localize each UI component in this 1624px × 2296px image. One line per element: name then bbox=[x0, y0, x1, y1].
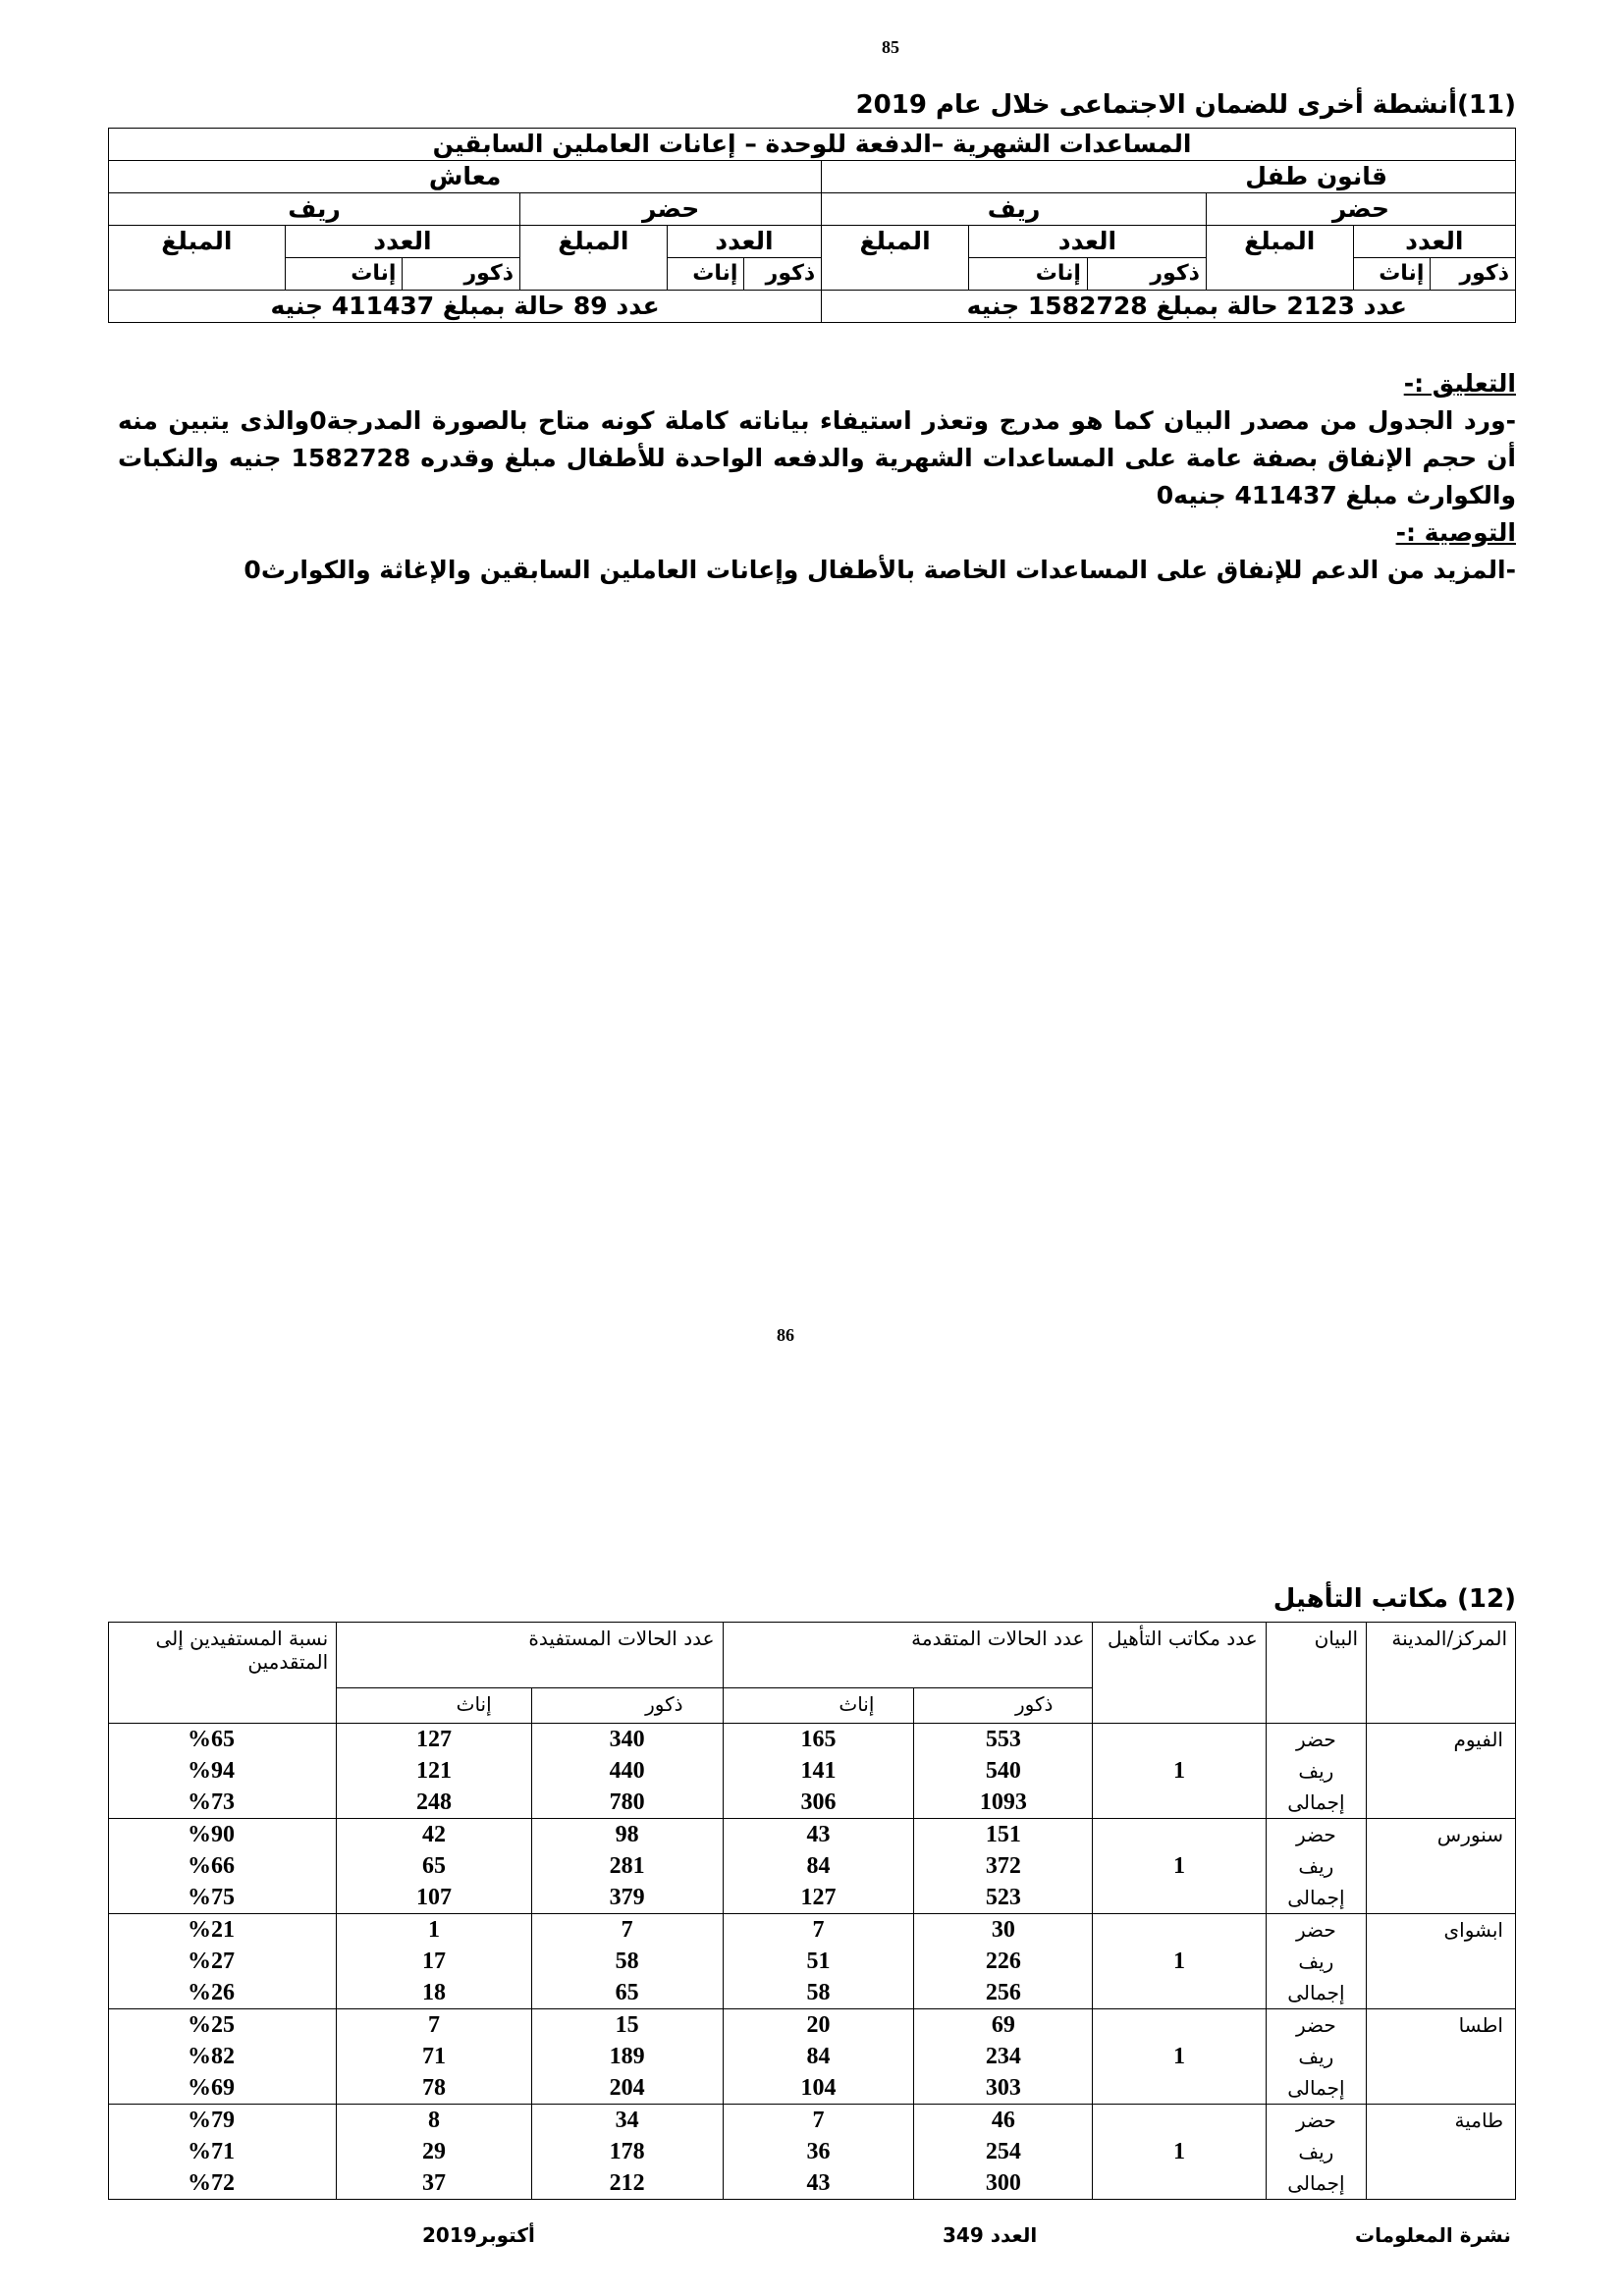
row-label: ريف bbox=[1298, 2045, 1334, 2068]
ratio bbox=[109, 1819, 337, 1914]
offices-count: 1 bbox=[1093, 2009, 1266, 2105]
applied-females bbox=[723, 2105, 914, 2200]
benef-females-value: 121 bbox=[415, 1758, 452, 1784]
benef-females-value: 17 bbox=[421, 1949, 446, 1974]
applied-females-value: 306 bbox=[800, 1789, 837, 1815]
applied-females bbox=[723, 1914, 914, 2009]
applied-females-value: 36 bbox=[806, 2139, 831, 2164]
benef-males-value: 15 bbox=[615, 2012, 639, 2038]
summary-child-law: عدد 2123 حالة بمبلغ 1582728 جنيه bbox=[822, 291, 1516, 323]
hadar-pension: حضر bbox=[520, 193, 822, 226]
benef-males-value: 340 bbox=[609, 1727, 645, 1752]
amount-header: المبلغ bbox=[1206, 226, 1353, 291]
social-security-table bbox=[108, 128, 1516, 323]
benef-females-value: 65 bbox=[421, 1853, 446, 1879]
ratio bbox=[109, 1914, 337, 2009]
benef-females-value: 42 bbox=[421, 1822, 446, 1847]
col-benef-males: ذكور bbox=[531, 1688, 723, 1724]
ratio-value: %79 bbox=[188, 2108, 235, 2133]
applied-females-value: 84 bbox=[806, 1853, 831, 1879]
table-header: المساعدات الشهرية –الدفعة للوحدة – إعانات العاملين السابقين bbox=[109, 129, 1516, 161]
applied-males-value: 540 bbox=[985, 1758, 1021, 1784]
ratio-value: %26 bbox=[188, 1980, 235, 2005]
row-label: ريف bbox=[1298, 1854, 1334, 1878]
benef-females-value: 248 bbox=[415, 1789, 452, 1815]
city-name: اطسا bbox=[1367, 2009, 1516, 2105]
row-labels bbox=[1266, 2009, 1366, 2105]
benef-males bbox=[531, 1724, 723, 1819]
row-label: إجمالى bbox=[1287, 1886, 1345, 1909]
row-label: حضر bbox=[1296, 1918, 1336, 1942]
ratio-value: %21 bbox=[188, 1917, 235, 1943]
benef-females bbox=[337, 1724, 531, 1819]
benef-males-value: 178 bbox=[609, 2139, 645, 2164]
ratio-value: %94 bbox=[188, 1758, 235, 1784]
table-row bbox=[109, 1819, 1516, 1914]
offices-count: 1 bbox=[1093, 1724, 1266, 1819]
col-city: المركز/المدينة bbox=[1367, 1623, 1516, 1724]
benef-males bbox=[531, 2105, 723, 2200]
females-header: إناث bbox=[667, 258, 744, 291]
applied-males-value: 151 bbox=[985, 1822, 1021, 1847]
col-offices: عدد مكاتب التأهيل bbox=[1093, 1623, 1266, 1724]
males-header: ذكور bbox=[1087, 258, 1206, 291]
col-benef-females: إناث bbox=[337, 1688, 531, 1724]
applied-females-value: 58 bbox=[806, 1980, 831, 2005]
ratio bbox=[109, 2105, 337, 2200]
reef-child: ريف bbox=[822, 193, 1207, 226]
applied-females-value: 20 bbox=[806, 2012, 831, 2038]
col-applied: عدد الحالات المتقدمة bbox=[723, 1623, 1093, 1688]
benef-males-value: 7 bbox=[621, 1917, 633, 1943]
col-statement: البيان bbox=[1266, 1623, 1366, 1724]
benef-males-value: 379 bbox=[609, 1885, 645, 1910]
row-label: ريف bbox=[1298, 1949, 1334, 1973]
applied-males-value: 553 bbox=[985, 1727, 1021, 1752]
amount-header: المبلغ bbox=[520, 226, 668, 291]
benef-females-value: 7 bbox=[427, 2012, 440, 2038]
section-11-title: (11)أنشطة أخرى للضمان الاجتماعى خلال عام 2019 bbox=[855, 90, 1516, 120]
city-name: ابشواى bbox=[1367, 1914, 1516, 2009]
group-pension: معاش bbox=[109, 161, 822, 193]
footer-issue: العدد 349 bbox=[943, 2223, 1038, 2247]
applied-males-value: 303 bbox=[985, 2075, 1021, 2101]
benef-males bbox=[531, 1819, 723, 1914]
table-row bbox=[109, 1914, 1516, 2009]
applied-males-value: 254 bbox=[985, 2139, 1021, 2164]
applied-females-value: 141 bbox=[800, 1758, 837, 1784]
table-row bbox=[109, 2105, 1516, 2200]
benef-females-value: 29 bbox=[421, 2139, 446, 2164]
benef-males-value: 58 bbox=[615, 1949, 639, 1974]
city-name: طامية bbox=[1367, 2105, 1516, 2200]
row-label: حضر bbox=[1296, 1823, 1336, 1846]
benef-males-value: 212 bbox=[609, 2170, 645, 2196]
benef-males bbox=[531, 1914, 723, 2009]
applied-males bbox=[914, 1724, 1093, 1819]
ratio-value: %75 bbox=[188, 1885, 235, 1910]
row-label: إجمالى bbox=[1287, 1981, 1345, 2004]
applied-males-value: 300 bbox=[985, 2170, 1021, 2196]
city-name: سنورس bbox=[1367, 1819, 1516, 1914]
footer-bulletin: نشرة المعلومات bbox=[1355, 2223, 1511, 2247]
section-12-title: (12) مكاتب التأهيل bbox=[1272, 1584, 1516, 1614]
page-number-top: 85 bbox=[882, 37, 899, 57]
ratio-value: %82 bbox=[188, 2044, 235, 2069]
applied-males-value: 30 bbox=[991, 1917, 1015, 1943]
ratio-value: %66 bbox=[188, 1853, 235, 1879]
benef-males-value: 780 bbox=[609, 1789, 645, 1815]
benef-males-value: 34 bbox=[615, 2108, 639, 2133]
applied-males bbox=[914, 1819, 1093, 1914]
applied-females bbox=[723, 2009, 914, 2105]
city-name: الفيوم bbox=[1367, 1724, 1516, 1819]
ratio-value: %25 bbox=[188, 2012, 235, 2038]
males-header: ذكور bbox=[1431, 258, 1516, 291]
applied-females-value: 7 bbox=[812, 1917, 825, 1943]
offices-count: 1 bbox=[1093, 2105, 1266, 2200]
rehab-offices-table bbox=[108, 1622, 1516, 2200]
benef-females bbox=[337, 2009, 531, 2105]
ratio-value: %27 bbox=[188, 1949, 235, 1974]
count-header: العدد bbox=[667, 226, 822, 258]
page-number-middle: 86 bbox=[777, 1325, 794, 1345]
applied-males-value: 226 bbox=[985, 1949, 1021, 1974]
col-applied-males: ذكور bbox=[914, 1688, 1093, 1724]
count-header: العدد bbox=[285, 226, 519, 258]
count-header: العدد bbox=[968, 226, 1206, 258]
males-header: ذكور bbox=[403, 258, 520, 291]
applied-females bbox=[723, 1819, 914, 1914]
applied-males bbox=[914, 2009, 1093, 2105]
applied-females-value: 43 bbox=[806, 1822, 831, 1847]
hadar-child: حضر bbox=[1206, 193, 1515, 226]
females-header: إناث bbox=[968, 258, 1087, 291]
col-beneficiary: عدد الحالات المستفيدة bbox=[337, 1623, 723, 1688]
amount-header: المبلغ bbox=[822, 226, 969, 291]
applied-males-value: 1093 bbox=[979, 1789, 1027, 1815]
benef-males-value: 189 bbox=[609, 2044, 645, 2069]
recommendation-label: التوصية :- bbox=[1395, 518, 1516, 547]
benef-males-value: 65 bbox=[615, 1980, 639, 2005]
ratio-value: %65 bbox=[188, 1727, 235, 1752]
applied-males-value: 69 bbox=[991, 2012, 1015, 2038]
benef-females-value: 37 bbox=[421, 2170, 446, 2196]
summary-pension: عدد 89 حالة بمبلغ 411437 جنيه bbox=[109, 291, 822, 323]
reef-pension: ريف bbox=[109, 193, 520, 226]
ratio-value: %73 bbox=[188, 1789, 235, 1815]
recommendation-text: -المزيد من الدعم للإنفاق على المساعدات الخاصة بالأطفال وإعانات العاملين السابقين والإغاثة والكوارث0 bbox=[244, 556, 1516, 584]
applied-females-value: 43 bbox=[806, 2170, 831, 2196]
applied-females bbox=[723, 1724, 914, 1819]
ratio bbox=[109, 2009, 337, 2105]
row-labels bbox=[1266, 1819, 1366, 1914]
applied-males-value: 372 bbox=[985, 1853, 1021, 1879]
offices-count: 1 bbox=[1093, 1914, 1266, 2009]
row-label: إجمالى bbox=[1287, 1790, 1345, 1814]
benef-females-value: 1 bbox=[427, 1917, 440, 1943]
applied-females-value: 165 bbox=[800, 1727, 837, 1752]
benef-males-value: 98 bbox=[615, 1822, 639, 1847]
table-row bbox=[109, 1724, 1516, 1819]
amount-header: المبلغ bbox=[109, 226, 286, 291]
benef-females bbox=[337, 1819, 531, 1914]
row-label: ريف bbox=[1298, 1759, 1334, 1783]
benef-females-value: 18 bbox=[421, 1980, 446, 2005]
applied-males bbox=[914, 2105, 1093, 2200]
count-header: العدد bbox=[1353, 226, 1515, 258]
table-row bbox=[109, 2009, 1516, 2105]
comment-text: -ورد الجدول من مصدر البيان كما هو مدرج وتعذر استيفاء بياناته كاملة كونه متاح بالصورة المدرجة0والذى يتبين منه أن حجم الإنفاق بصفة عامة على المساعدات الشهرية والدفعه الواحدة للأطفال مبلغ وقدره 1582728 جنيه والنكبات والكوارث مبلغ 411437 جنيه0 bbox=[118, 406, 1516, 509]
comment-block bbox=[118, 365, 1516, 589]
ratio-value: %71 bbox=[188, 2139, 235, 2164]
applied-males bbox=[914, 1914, 1093, 2009]
applied-females-value: 104 bbox=[800, 2075, 837, 2101]
row-label: ريف bbox=[1298, 2140, 1334, 2163]
ratio-value: %69 bbox=[188, 2075, 235, 2101]
applied-females-value: 51 bbox=[806, 1949, 831, 1974]
applied-females-value: 127 bbox=[800, 1885, 837, 1910]
row-labels bbox=[1266, 1914, 1366, 2009]
benef-females-value: 127 bbox=[415, 1727, 452, 1752]
females-header: إناث bbox=[285, 258, 403, 291]
row-label: حضر bbox=[1296, 1728, 1336, 1751]
row-label: حضر bbox=[1296, 2109, 1336, 2132]
row-label: إجمالى bbox=[1287, 2076, 1345, 2100]
ratio bbox=[109, 1724, 337, 1819]
offices-count: 1 bbox=[1093, 1819, 1266, 1914]
applied-males-value: 256 bbox=[985, 1980, 1021, 2005]
benef-males bbox=[531, 2009, 723, 2105]
row-label: إجمالى bbox=[1287, 2171, 1345, 2195]
group-child-law: قانون طفل bbox=[822, 161, 1516, 193]
benef-females bbox=[337, 1914, 531, 2009]
benef-males-value: 440 bbox=[609, 1758, 645, 1784]
benef-females-value: 71 bbox=[421, 2044, 446, 2069]
applied-males-value: 234 bbox=[985, 2044, 1021, 2069]
comment-label: التعليق :- bbox=[1403, 369, 1516, 398]
applied-males-value: 523 bbox=[985, 1885, 1021, 1910]
males-header: ذكور bbox=[744, 258, 822, 291]
benef-females-value: 107 bbox=[415, 1885, 452, 1910]
benef-males-value: 204 bbox=[609, 2075, 645, 2101]
ratio-value: %90 bbox=[188, 1822, 235, 1847]
ratio-value: %72 bbox=[188, 2170, 235, 2196]
applied-females-value: 7 bbox=[812, 2108, 825, 2133]
row-label: حضر bbox=[1296, 2013, 1336, 2037]
applied-females-value: 84 bbox=[806, 2044, 831, 2069]
row-labels bbox=[1266, 2105, 1366, 2200]
benef-females bbox=[337, 2105, 531, 2200]
row-labels bbox=[1266, 1724, 1366, 1819]
benef-females-value: 8 bbox=[427, 2108, 440, 2133]
footer-date: أكتوبر2019 bbox=[422, 2223, 535, 2247]
col-ratio: نسبة المستفيدين إلى المتقدمين bbox=[109, 1623, 337, 1724]
benef-females-value: 78 bbox=[421, 2075, 446, 2101]
applied-males-value: 46 bbox=[991, 2108, 1015, 2133]
females-header: إناث bbox=[1353, 258, 1431, 291]
benef-males-value: 281 bbox=[609, 1853, 645, 1879]
col-applied-females: إناث bbox=[723, 1688, 914, 1724]
